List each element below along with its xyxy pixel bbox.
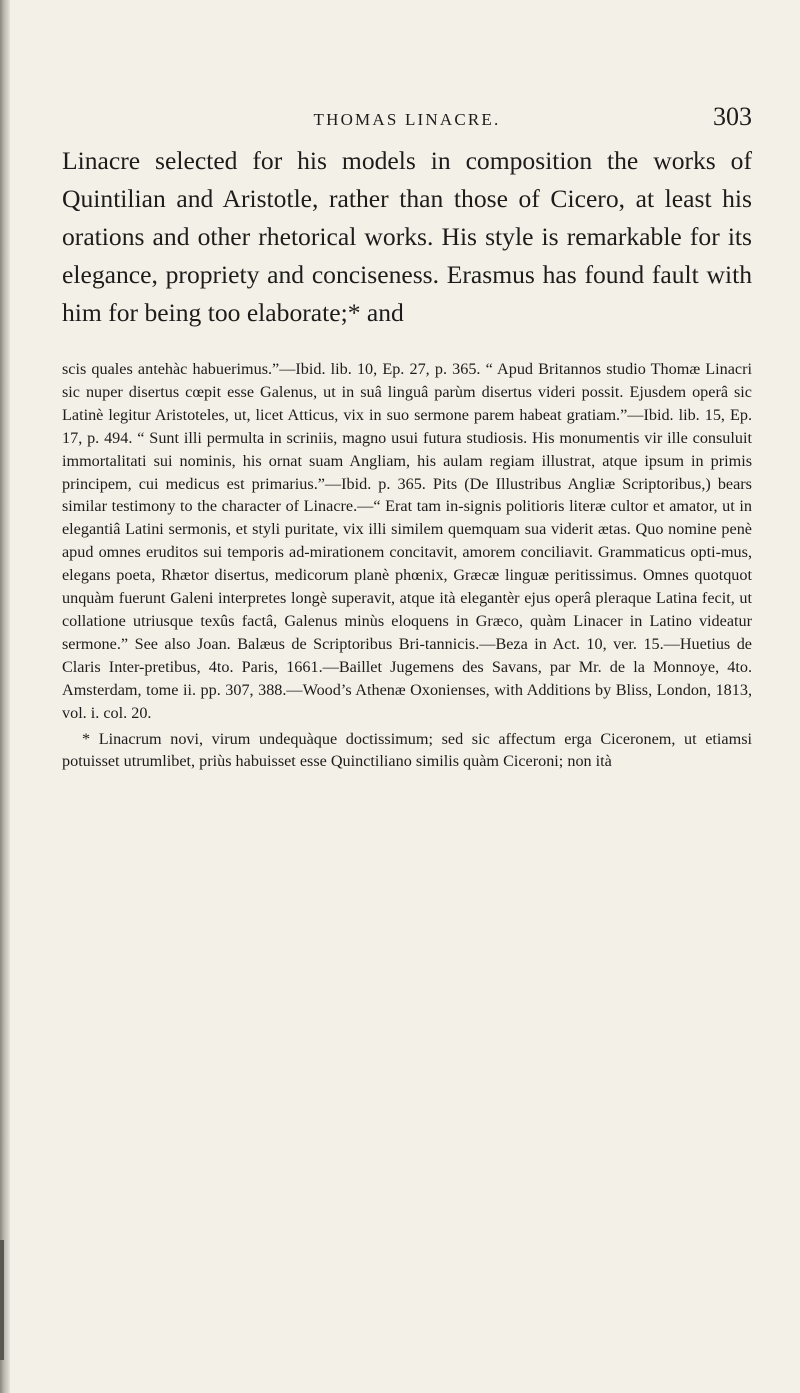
page-number: 303 — [713, 102, 752, 131]
book-spine-shadow — [0, 0, 10, 1393]
footnote-continuation: scis quales antehàc habuerimus.”—Ibid. lib. 10, Ep. 27, p. 365. “ Apud Britannos studio Thomæ Linacri sic nuper disertus cœpit esse Galenus, ut in suâ linguâ parùm disertus videri possit. Ejusdem operâ sic Latinè legitur Aristoteles, ut, licet Atticus, vix in suo sermone parem habeat gratiam.”—Ibid. lib. 15, Ep. 17, p. 494. “ Sunt illi permulta in scriniis, magno usui futura studiosis. His monumentis vir ille consuluit immortalitati sui nominis, his ornat suam Angliam, his aulam regiam illustrat, atque ipsum in primis principem, cui medicus est primarius.”—Ibid. p. 365. Pits (De Illustribus Angliæ Scriptoribus,) bears similar testimony to the character of Linacre.—“ Erat tam in-signis politioris literæ cultor et amator, ut in elegantiâ Latini sermonis, et styli puritate, vix illi similem quemquam sua viderit ætas. Quo nomine penè apud omnes eruditos sui temporis ad-mirationem concitavit, amorem conciliavit. Grammaticus opti-mus, elegans poeta, Rhætor disertus, medicorum planè phœnix, Græcæ linguæ peritissimus. Omnes quotquot unquàm fuerunt Galeni interpretes longè superavit, atque ità elegantèr ejus operâ pleraque Latina fecit, ut collatione utriusque texûs factâ, Galenus minùs eloquens in Græco, quàm Linacer in Latino videatur sermone.” See also Joan. Balæus de Scriptoribus Bri-tannicis.—Beza in Act. 10, ver. 15.—Huetius de Claris Inter-pretibus, 4to. Paris, 1661.—Baillet Jugemens des Savans, par Mr. de la Monnoye, 4to. Amsterdam, tome ii. pp. 307, 388.—Wood’s Athenæ Oxonienses, with Additions by Bliss, London, 1813, vol. i. col. 20. — [62, 360, 752, 722]
page-header — [62, 102, 752, 142]
binding-mark — [0, 1240, 4, 1360]
main-paragraph: Linacre selected for his models in composition the works of Quintilian and Aristotle, rather than those of Cicero, at least his orations and other rhetorical works. His style is remarkable for its elegance, propriety and conciseness. Erasmus has found fault with him for being too elaborate;* and — [62, 146, 752, 327]
running-head: THOMAS LINACRE. — [313, 110, 501, 129]
book-page — [62, 102, 752, 773]
footnote-asterisk: * Linacrum novi, virum undequàque doctissimum; sed sic affectum erga Ciceronem, ut etiamsi potuisset utrumlibet, priùs habuisset esse Quinctiliano similis quàm Ciceroni; non ità — [62, 729, 752, 771]
footnotes — [62, 358, 752, 773]
